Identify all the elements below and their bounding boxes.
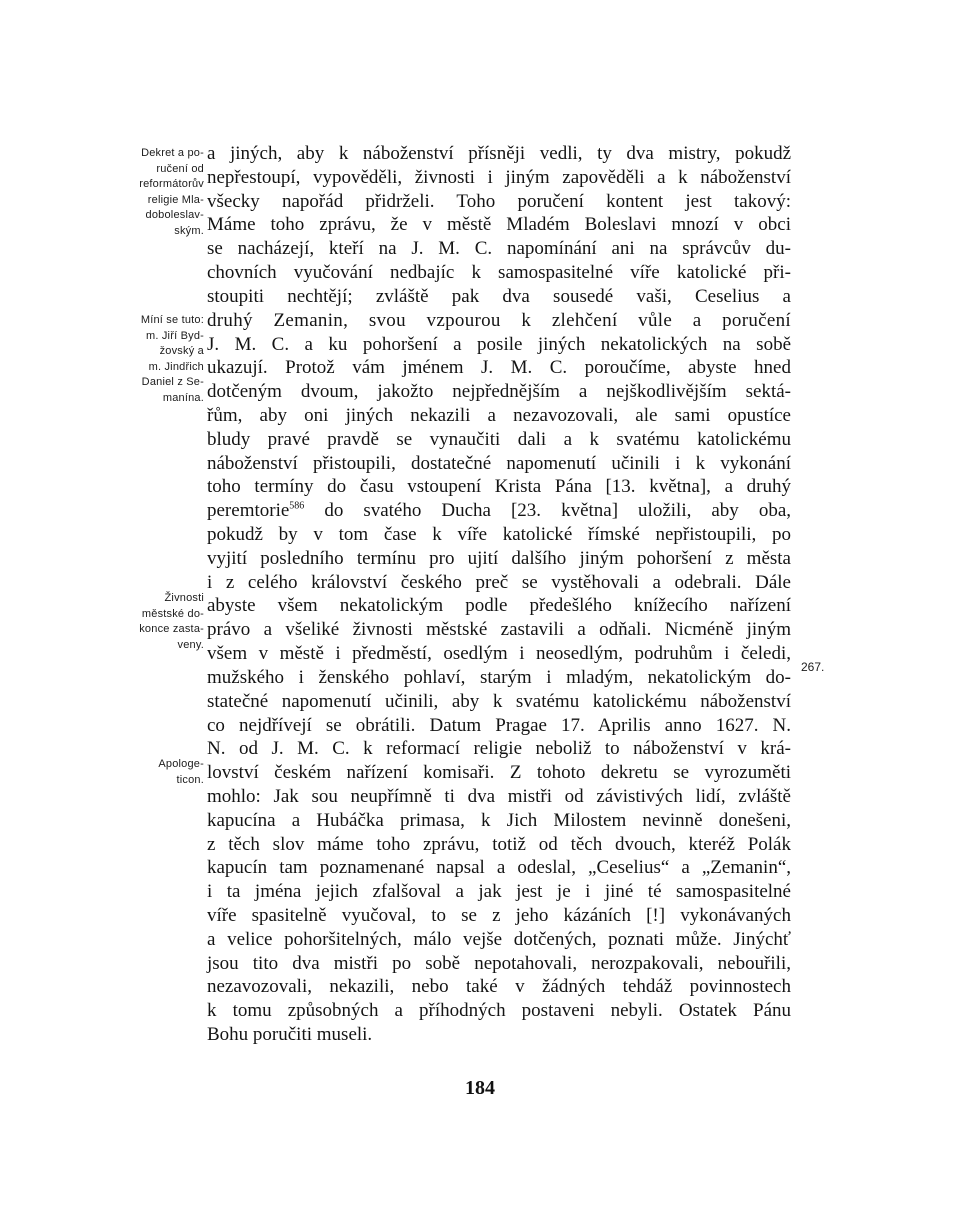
text-line: všecky napořád přidrželi. Toho poručení kontent jest takový: [207, 190, 791, 212]
margin-note-trades [139, 591, 204, 653]
margin-note-line: m. Jindřich [148, 360, 204, 373]
margin-note-apologeticon [158, 757, 204, 788]
text-line: právo a všeliké živnosti městské zastavili a odňali. Nicméně jiným [207, 619, 791, 641]
text-line-rest: do svatého Ducha [23. května] uložili, aby oba, [324, 500, 791, 522]
text-line: druhý Zemanin, svou vzpourou k zlehčení vůle a poručení [207, 309, 791, 331]
text-line: bludy pravé pravdě se vynaučiti dali a k svatému katolickému [207, 428, 791, 450]
text-line: abyste všem nekatolickým podle předešlého knížecího nařízení [207, 595, 791, 617]
text-line: mohlo: Jak sou neupřímně ti dva mistři od závistivých lidí, zvláště [207, 785, 791, 807]
margin-note-line: Míní se tuto: [140, 314, 204, 326]
text-line: víře spasitelně vyučoval, to se z jeho kázáních [!] vykonávaných [207, 905, 791, 926]
main-text-block [207, 142, 791, 1047]
text-line: i z celého království českého preč se vystěhovali a odebrali. Dále [207, 571, 791, 593]
margin-note-line: městské do- [141, 607, 204, 620]
text-line: kapucína a Hubáčka primasa, k Jich Milostem nevinně donešeni, [207, 809, 791, 831]
text-line: pokudž by v tom čase k víře katolické římské nepřistoupili, po [207, 524, 791, 545]
margin-note-line: Dekret a po- [141, 147, 204, 159]
text-line: Máme toho zprávu, že v městě Mladém Boleslavi mnozí v obci [207, 214, 791, 236]
text-line: z těch slov máme toho zprávu, totiž od těch dvouch, kteréž Polák [207, 833, 791, 855]
text-line: stoupiti nechtějí; zvláště pak dva sousedé vaši, Ceselius a [207, 285, 791, 307]
margin-note-line: konce zasta- [139, 623, 204, 636]
text-line: dotčeným dvoum, jakožto nejpřednějším a nejškodlivějším sektá- [207, 381, 791, 403]
text-line: kapucín tam poznamenané napsal a odeslal, „Ceselius“ a „Zemanin“, [207, 857, 791, 879]
margin-note-line: ručení od [156, 162, 204, 175]
text-line: lovství českém nařízení komisaři. Z tohoto dekretu se vyrozuměti [207, 762, 791, 784]
margin-note-decree [139, 146, 204, 240]
margin-note-line: ticon. [176, 773, 204, 786]
footnote-marker: 586 [289, 500, 305, 512]
text-line: jsou tito dva mistři po sobě nepotahovali, nerozpakovali, nebouřili, [207, 952, 791, 974]
text-line: náboženství přistoupili, dostatečné napomenutí učinili i k vykonání [207, 452, 791, 474]
text-line: co nejdřívejí se obrátili. Datum Pragae 17. Aprilis anno 1627. N. [207, 714, 791, 736]
edition-page-reference: 267. [801, 660, 825, 674]
margin-note-line: m. Jiří Byd- [145, 329, 204, 342]
text-line: vyjití posledního termínu pro ujití dalšího jiným pohoršení z města [207, 547, 791, 569]
text-line: N. od J. M. C. k reformací religie neboliž to náboženství v krá- [207, 738, 791, 760]
text-line: se nacházejí, kteří na J. M. C. napomínání ani na správcův du- [207, 238, 791, 260]
footnote-word: peremtorie [207, 500, 290, 522]
text-line: toho termíny do času vstoupení Krista Pána [13. května], a druhý [207, 476, 791, 498]
text-line: statečné napomenutí učinili, aby k svatému katolickému náboženství [207, 690, 791, 712]
text-line: chovních vyučování nedbajíc k samospasitelné víře katolické při- [207, 262, 791, 284]
text-line: Bohu poručiti museli. [207, 1024, 373, 1046]
text-line-with-footnote [207, 499, 791, 523]
text-line: řům, aby oni jiných nekazili a nezavozovali, ale sami opustíce [207, 404, 791, 426]
margin-note-persons [141, 313, 204, 407]
margin-note-line: doboleslav- [145, 209, 204, 222]
text-line: J. M. C. a ku pohoršení a posile jiných nekatolických na sobě [207, 333, 791, 355]
text-line: mužského i ženského pohlaví, starým i mladým, nekatolickým do- [207, 666, 791, 688]
text-line: k tomu způsobných a příhodných postaveni nebyli. Ostatek Pánu [207, 1000, 791, 1022]
text-line: a velice pohoršitelných, málo vejše dotčených, poznati může. Jinýchť [207, 928, 791, 950]
margin-note-line: veny. [177, 638, 204, 651]
margin-note-line: ským. [174, 224, 204, 237]
page-number: 184 [465, 1077, 495, 1099]
margin-note-line: reformátorův [139, 178, 204, 191]
margin-note-line: manína. [162, 391, 204, 404]
text-line: nezavozovali, nekazili, nebo také v žádných tehdáž povinnostech [207, 976, 791, 998]
margin-note-line: žovský a [159, 345, 204, 358]
margin-note-line: Daniel z Se- [141, 376, 204, 389]
margin-note-line: Apologe- [158, 758, 204, 770]
margin-note-line: religie Mla- [147, 193, 204, 206]
margin-note-line: Živnosti [164, 592, 204, 604]
text-line: a jiných, aby k náboženství přísněji vedli, ty dva mistry, pokudž [207, 143, 791, 164]
text-line: i ta jména jejich zfalšoval a jak jest je i jiné té samospasitelné [207, 881, 791, 903]
text-line: ukazují. Protož vám jménem J. M. C. poroučíme, abyste hned [207, 357, 791, 379]
text-line: nepřestoupí, vypověděli, živnosti i jiným zapověděli a k náboženství [207, 166, 791, 188]
text-line: všem v městě i předměstí, osedlým i neosedlým, podruhům i čeledi, [207, 643, 791, 665]
